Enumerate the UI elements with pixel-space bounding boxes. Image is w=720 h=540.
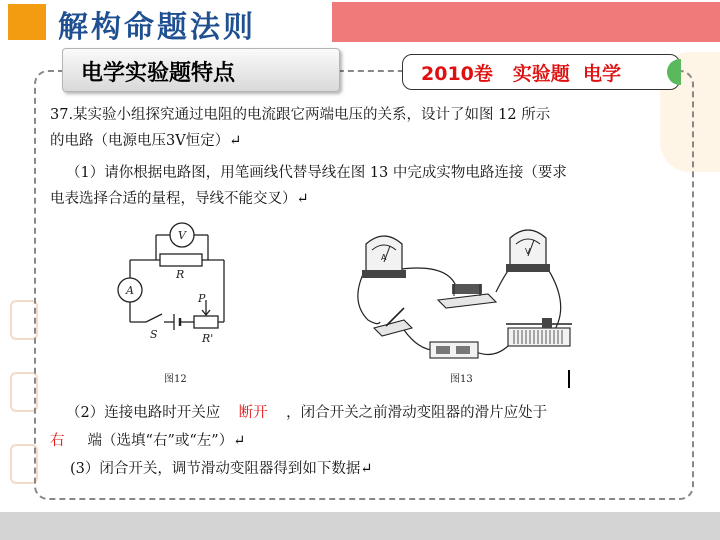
fig13-caption: 图13 (450, 374, 473, 385)
circuit-diagram-fig12 (112, 210, 242, 390)
fig12-caption: 图12 (164, 374, 187, 385)
part2-prefix: （2）连接电路时开关应 (66, 405, 221, 421)
part2-middle: ，闭合开关之前滑动变阻器的滑片应处于 (286, 405, 548, 421)
exam-tag (402, 54, 680, 90)
exam-tag-text (421, 59, 621, 86)
slide-title: 解构命题法则 (58, 10, 256, 45)
ammeter-device-label: A (381, 253, 387, 262)
question-part-2 (66, 400, 547, 426)
battery-box (430, 342, 478, 358)
text-cursor (568, 370, 570, 388)
tag-year: 2010卷 (421, 63, 493, 85)
resistor-label: R (176, 268, 185, 281)
rheostat-device (506, 318, 572, 346)
section-label: 电学实验题特点 (81, 61, 236, 86)
resistor-device (438, 284, 496, 308)
part2-suffix: 端（选填“右”或“左”）↵ (87, 433, 246, 449)
ammeter-device (362, 236, 406, 278)
question-part-2-cont (50, 428, 245, 454)
slider-label: P (198, 292, 206, 305)
section-tab (62, 48, 340, 92)
switch-label: S (150, 328, 158, 341)
question-part-3: (3）闭合开关，调节滑动变阻器得到如下数据↵ (70, 461, 373, 477)
question-part-1-line-2: 电表选择合适的量程，导线不能交叉）↵ (50, 191, 309, 207)
voltmeter-device-label: V (525, 247, 531, 256)
tag-subject: 电学 (583, 63, 622, 85)
title-accent-square (8, 4, 46, 40)
answer-slider-end: 右 (50, 433, 65, 449)
question-part-1-line-1: （1）请你根据电路图，用笔画线代替导线在图 13 中完成实物电路连接（要求 (66, 165, 567, 181)
answer-switch-state: 断开 (238, 405, 268, 421)
question-line-1: 37.某实验小组探究通过电阻的电流跟它两端电压的关系，设计了如图 12 所示 (50, 107, 551, 123)
apparatus-diagram-fig13 (346, 222, 576, 392)
question-line-2: 的电路（电源电压3V恒定）↵ (50, 133, 242, 149)
voltmeter-label: V (178, 229, 186, 242)
header-decorative-band (332, 2, 720, 42)
ammeter-label: A (126, 284, 134, 297)
rheostat-label: R' (202, 332, 214, 345)
bottom-bar (0, 512, 720, 540)
tag-category: 实验题 (512, 63, 570, 85)
tag-green-cap (667, 59, 681, 85)
voltmeter-device (506, 230, 550, 272)
